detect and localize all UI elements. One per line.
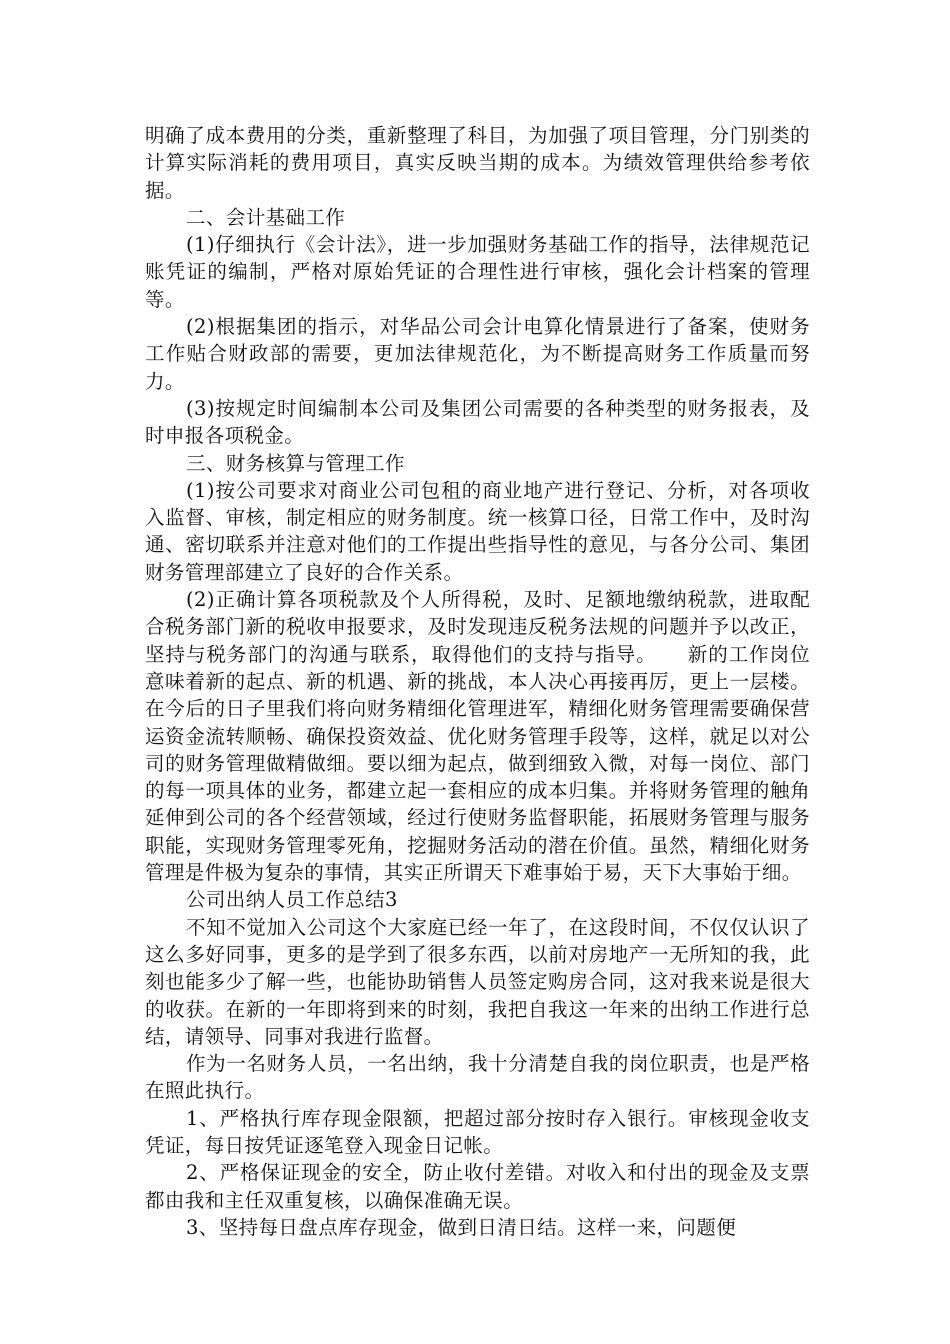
paragraph: 明确了成本费用的分类，重新整理了科目，为加强了项目管理，分门别类的计算实际消耗的费用项目，真实反映当期的成本。为绩效管理供给参考依据。 [145, 124, 810, 202]
section-heading-accounting-basics: 二、会计基础工作 [186, 205, 346, 229]
paragraph: 不知不觉加入公司这个大家庭已经一年了，在这段时间，不仅仅认识了这么多好同事，更多的是学到了很多东西，以前对房地产一无所知的我，此刻也能多少了解一些，也能协助销售人员签定购房合同，这对我来说是很大的收获。在新的一年即将到来的时刻，我把自我这一年来的出纳工作进行总结，请领导、同事对我进行监督。 [145, 915, 810, 1048]
paragraph: (1)仔细执行《会计法》，进一步加强财务基础工作的指导，法律规范记账凭证的编制，严格对原始凭证的合理性进行审核，强化会计档案的管理等。 [145, 233, 810, 311]
section-heading-cashier-summary: 公司出纳人员工作总结3 [186, 888, 398, 912]
document-body [145, 122, 810, 1241]
paragraph: (3)按规定时间编制本公司及集团公司需要的各种类型的财务报表，及时申报各项税金。 [145, 396, 810, 448]
paragraph: (2)正确计算各项税款及个人所得税，及时、足额地缴纳税款，进取配合税务部门新的税收申报要求，及时发现违反税务法规的问题并予以改正，坚持与税务部门的沟通与联系，取得他们的支持与指导。 新的工作岗位意味着新的起点、新的机遇、新的挑战，本人决心再接再厉，更上一层楼。在今后的日子里我们将向财务精细化管理进军，精细化财务管理需要确保营运资金流转顺畅、确保投资效益、优化财务管理手段等，这样，就足以对公司的财务管理做精做细。要以细为起点，做到细致入微，对每一岗位、部门的每一项具体的业务，都建立起一套相应的成本归集。并将财务管理的触角延伸到公司的各个经营领域，经过行使财务监督职能，拓展财务管理与服务职能，实现财务管理零死角，挖掘财务活动的潜在价值。虽然，精细化财务管理是件极为复杂的事情，其实正所谓天下难事始于易，天下大事始于细。 [145, 588, 810, 885]
list-item: 1、严格执行库存现金限额，把超过部分按时存入银行。审核现金收支凭证，每日按凭证逐笔登入现金日记帐。 [145, 1106, 810, 1157]
paragraph: (1)按公司要求对商业公司包租的商业地产进行登记、分析，对各项收入监督、审核，制定相应的财务制度。统一核算口径，日常工作中，及时沟通、密切联系并注意对他们的工作提出些指导性的意见，与各分公司、集团财务管理部建立了良好的合作关系。 [145, 478, 810, 584]
paragraph: (2)根据集团的指示，对华品公司会计电算化情景进行了备案，使财务工作贴合财政部的需要，更加法律规范化，为不断提高财务工作质量而努力。 [145, 315, 810, 393]
list-item: 2、严格保证现金的安全，防止收付差错。对收入和付出的现金及支票都由我和主任双重复核，以确保准确无误。 [145, 1161, 810, 1212]
section-heading-financial-accounting: 三、财务核算与管理工作 [186, 451, 405, 475]
list-item: 3、坚持每日盘点库存现金，做到日清日结。这样一来，问题便 [186, 1215, 737, 1239]
paragraph: 作为一名财务人员，一名出纳，我十分清楚自我的岗位职责，也是严格在照此执行。 [145, 1052, 810, 1103]
